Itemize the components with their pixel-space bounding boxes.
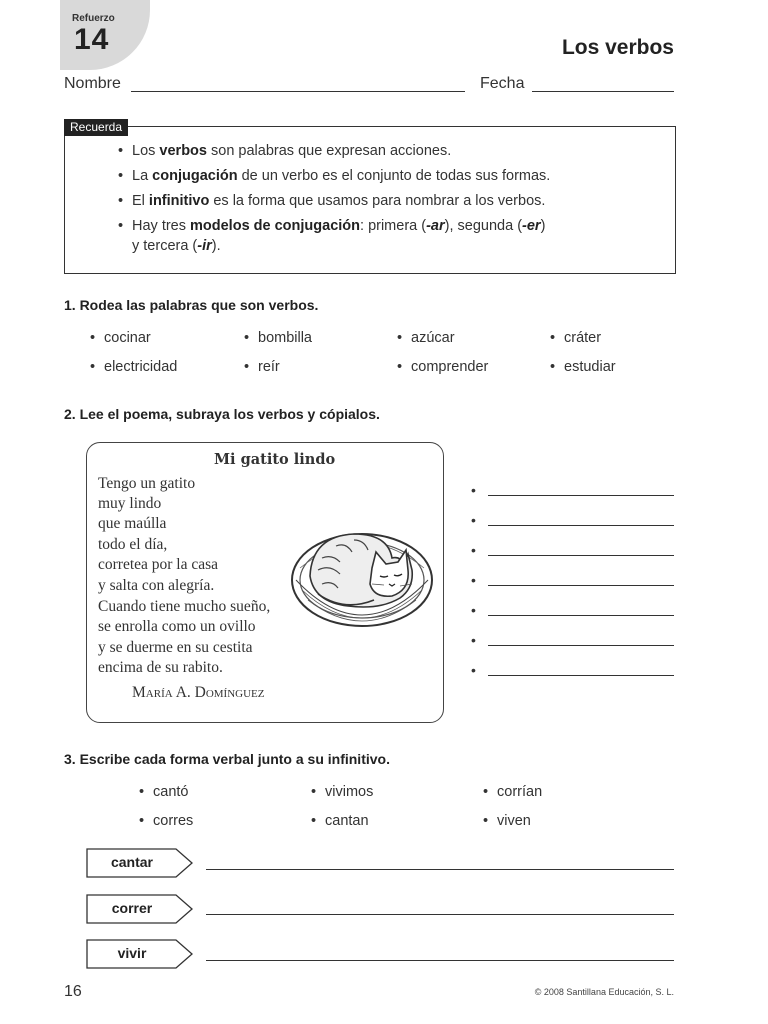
poem-author: María A. Domínguez [132,684,265,701]
answer-line[interactable] [488,585,674,586]
answer-bullet: • [471,482,476,498]
poem-title: Mi gatito lindo [214,451,336,468]
poem-line: todo el día, [98,536,168,553]
recuerda-item: • Hay tres modelos de conjugación: primera (-ar), segunda (-er) y tercera (-ir). [132,216,545,256]
activity-2-title: 2. Lee el poema, subraya los verbos y cópialos. [64,406,380,422]
word-option[interactable]: • reír [258,359,280,375]
unit-number: 14 [74,23,110,56]
infinitive-label-correr [86,894,194,924]
word-option[interactable]: • comprender [411,359,488,375]
answer-line[interactable] [488,555,674,556]
answer-line[interactable] [488,495,674,496]
verb-form: • corres [153,813,193,829]
word-option[interactable]: • cocinar [104,330,151,346]
word-option[interactable]: • electricidad [104,359,177,375]
word-option[interactable]: • bombilla [258,330,312,346]
answer-line[interactable] [488,645,674,646]
page-number: 16 [64,983,82,1000]
answer-line[interactable] [488,615,674,616]
date-label: Fecha [480,75,525,92]
verb-form: • corrían [497,784,542,800]
poem-line: y salta con alegría. [98,577,215,594]
poem-line: y se duerme en su cestita [98,639,253,656]
cat-in-basket-illustration [288,518,436,630]
recuerda-item: • La conjugación de un verbo es el conjunto de todas sus formas. [132,166,550,186]
name-label: Nombre [64,75,121,92]
answer-bullet: • [471,632,476,648]
poem-line: muy lindo [98,495,162,512]
answer-line[interactable] [488,675,674,676]
recuerda-item: • El infinitivo es la forma que usamos para nombrar a los verbos. [132,191,545,211]
activity-1-title: 1. Rodea las palabras que son verbos. [64,297,319,313]
poem-line: que maúlla [98,515,167,532]
verb-form: • viven [497,813,531,829]
name-field[interactable] [131,91,465,92]
verb-form: • cantó [153,784,188,800]
infinitive-text: correr [111,900,153,916]
infinitive-label-cantar [86,848,194,878]
infinitive-text: vivir [117,945,147,961]
answer-bullet: • [471,662,476,678]
infinitive-answer-line[interactable] [206,869,674,870]
answer-line[interactable] [488,525,674,526]
infinitive-answer-line[interactable] [206,960,674,961]
date-field[interactable] [532,91,674,92]
infinitive-label-vivir [86,939,194,969]
word-option[interactable]: • azúcar [411,330,455,346]
recuerda-item: • Los verbos son palabras que expresan acciones. [132,141,451,161]
infinitive-answer-line[interactable] [206,914,674,915]
answer-bullet: • [471,602,476,618]
verb-form: • vivimos [325,784,373,800]
answer-bullet: • [471,512,476,528]
verb-form: • cantan [325,813,369,829]
word-option[interactable]: • estudiar [564,359,616,375]
recuerda-tag: Recuerda [64,119,128,136]
word-option[interactable]: • cráter [564,330,601,346]
activity-3-title: 3. Escribe cada forma verbal junto a su infinitivo. [64,751,390,767]
poem-line: Tengo un gatito [98,475,196,492]
page-title: Los verbos [561,36,674,59]
answer-bullet: • [471,572,476,588]
unit-kicker: Refuerzo [72,13,115,24]
poem-line: encima de su rabito. [98,659,223,676]
poem-line: corretea por la casa [98,556,219,573]
answer-bullet: • [471,542,476,558]
poem-line: Cuando tiene mucho sueño, [98,598,271,615]
copyright: © 2008 Santillana Educación, S. L. [534,987,674,997]
poem-line: se enrolla como un ovillo [98,618,256,635]
infinitive-text: cantar [110,854,154,870]
